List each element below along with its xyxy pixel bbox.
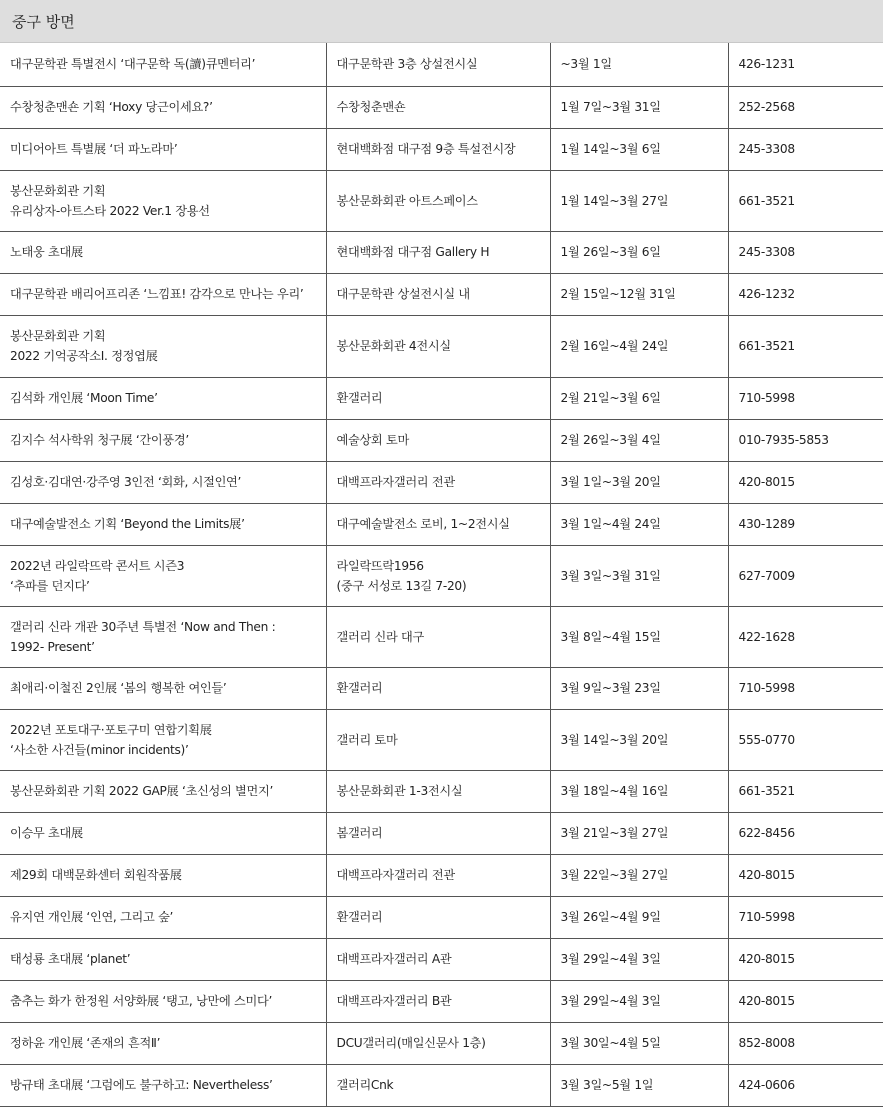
period-cell [550, 315, 728, 377]
venue-cell-line: 환갤러리 [336, 391, 383, 405]
phone-cell [728, 606, 883, 667]
phone-cell-text: 420-8015 [738, 952, 795, 966]
exhibition-title-cell [0, 896, 326, 938]
exhibition-title-cell [0, 231, 326, 273]
exhibition-title-cell [0, 128, 326, 170]
exhibition-title-cell-line: 김석화 개인展 ‘Moon Time’ [10, 391, 158, 405]
venue-cell-line: 대구문학관 3층 상설전시실 [336, 57, 478, 72]
exhibition-title-cell [0, 709, 326, 770]
table-row [0, 980, 883, 1022]
exhibition-title-cell [0, 812, 326, 854]
table-row [0, 43, 883, 86]
exhibition-title-cell [0, 503, 326, 545]
exhibition-title-cell-line: 유리상자-아트스타 2022 Ver.1 장용선 [10, 203, 210, 218]
venue-cell [326, 43, 550, 86]
table-row [0, 377, 883, 419]
period-cell-text: 1월 7일~3월 31일 [560, 100, 661, 114]
phone-cell-text: 430-1289 [738, 517, 795, 531]
exhibition-title-cell [0, 170, 326, 231]
exhibition-title-cell-line: 수창청춘맨숀 기획 ‘Hoxy 당근이세요?’ [10, 100, 213, 114]
exhibition-title-cell [0, 938, 326, 980]
phone-cell [728, 419, 883, 461]
exhibition-title-cell-line: 대구예술발전소 기획 ‘Beyond the Limits展’ [10, 517, 245, 531]
period-cell [550, 419, 728, 461]
period-cell-text: 3월 3일~3월 31일 [560, 568, 661, 583]
table-row [0, 1064, 883, 1106]
venue-cell-line: 대구문학관 상설전시실 내 [336, 287, 470, 301]
period-cell [550, 938, 728, 980]
venue-cell-line: 봄갤러리 [336, 826, 383, 840]
exhibition-title-cell-line: 1992- Present’ [10, 639, 95, 654]
venue-cell [326, 770, 550, 812]
exhibition-title-cell-line: ‘사소한 사건들(minor incidents)’ [10, 742, 189, 757]
phone-cell-text: 420-8015 [738, 475, 795, 489]
period-cell-text: 3월 8일~4월 15일 [560, 629, 661, 644]
exhibition-title-cell-line: 2022 기억공작소Ⅰ. 정정엽展 [10, 349, 158, 363]
venue-cell-line: DCU갤러리(매일신문사 1층) [336, 1036, 486, 1050]
exhibition-title-cell-line: 방규태 초대展 ‘그럼에도 불구하고: Nevertheless’ [10, 1078, 273, 1092]
exhibition-title-cell-line: 봉산문화회관 기획 [10, 183, 106, 198]
exhibition-title-cell [0, 461, 326, 503]
venue-cell [326, 419, 550, 461]
period-cell [550, 43, 728, 86]
phone-cell-text: 422-1628 [738, 629, 795, 644]
phone-cell [728, 461, 883, 503]
period-cell [550, 128, 728, 170]
venue-cell [326, 938, 550, 980]
period-cell [550, 461, 728, 503]
period-cell-text: 3월 30일~4월 5일 [560, 1036, 661, 1050]
table-row [0, 273, 883, 315]
period-cell [550, 273, 728, 315]
period-cell [550, 231, 728, 273]
phone-cell-text: 424-0606 [738, 1078, 795, 1092]
exhibition-title-cell-line: 유지연 개인展 ‘인연, 그리고 숲’ [10, 910, 174, 924]
phone-cell-text: 426-1231 [738, 57, 795, 72]
period-cell-text: 3월 1일~3월 20일 [560, 475, 661, 489]
exhibition-title-cell-line: ‘추파를 던지다’ [10, 578, 90, 593]
period-cell-text: 3월 22일~3월 27일 [560, 868, 669, 882]
table-row [0, 709, 883, 770]
period-cell [550, 377, 728, 419]
exhibition-title-cell-line: 이승무 초대展 [10, 826, 83, 840]
period-cell-text: 3월 29일~4월 3일 [560, 952, 661, 966]
venue-cell-line: 갤러리 신라 대구 [336, 629, 424, 644]
exhibition-title-cell-line: 2022년 라일락뜨락 콘서트 시즌3 [10, 558, 185, 573]
venue-cell-line: 예술상회 토마 [336, 433, 409, 447]
phone-cell-text: 627-7009 [738, 568, 795, 583]
exhibition-title-cell-line: 2022년 포토대구·포토구미 연합기획展 [10, 722, 212, 737]
venue-cell-line: 대백프라자갤러리 전관 [336, 868, 455, 882]
exhibition-title-cell [0, 770, 326, 812]
phone-cell-text: 245-3308 [738, 142, 795, 156]
venue-cell [326, 606, 550, 667]
phone-cell [728, 854, 883, 896]
table-row [0, 667, 883, 709]
table-row [0, 128, 883, 170]
exhibition-title-cell-line: 제29회 대백문화센터 회원작품展 [10, 868, 182, 882]
venue-cell [326, 667, 550, 709]
period-cell [550, 170, 728, 231]
phone-cell [728, 980, 883, 1022]
venue-cell [326, 854, 550, 896]
period-cell-text: 2월 21일~3월 6일 [560, 391, 661, 405]
phone-cell [728, 170, 883, 231]
venue-cell [326, 1022, 550, 1064]
exhibition-title-cell-line: 김지수 석사학위 청구展 ‘간이풍경’ [10, 433, 189, 447]
period-cell [550, 503, 728, 545]
exhibition-title-cell-line: 김성호·김대연·강주영 3인전 ‘회화, 시절인연’ [10, 475, 242, 489]
venue-cell [326, 128, 550, 170]
exhibition-title-cell-line: 노태웅 초대展 [10, 245, 83, 259]
venue-cell-line: 대구예술발전소 로비, 1~2전시실 [336, 517, 510, 531]
exhibition-title-cell-line: 태성룡 초대展 ‘planet’ [10, 952, 131, 966]
venue-cell-line: 대백프라자갤러리 A관 [336, 952, 452, 966]
phone-cell [728, 503, 883, 545]
period-cell [550, 606, 728, 667]
venue-cell-line: 환갤러리 [336, 910, 383, 924]
venue-cell [326, 231, 550, 273]
exhibition-title-cell-line: 봉산문화회관 기획 [10, 329, 106, 343]
venue-cell-line: 대백프라자갤러리 전관 [336, 475, 455, 489]
table-row [0, 461, 883, 503]
period-cell-text: 3월 21일~3월 27일 [560, 826, 669, 840]
exhibition-title-cell-line: 갤러리 신라 개관 30주년 특별전 ‘Now and Then : [10, 619, 276, 634]
phone-cell [728, 709, 883, 770]
venue-cell [326, 812, 550, 854]
venue-cell [326, 1064, 550, 1106]
phone-cell-text: 710-5998 [738, 681, 795, 695]
phone-cell-text: 710-5998 [738, 391, 795, 405]
period-cell-text: 3월 3일~5월 1일 [560, 1078, 654, 1092]
table-row [0, 770, 883, 812]
exhibition-title-cell [0, 315, 326, 377]
section-header [0, 0, 883, 43]
table-row [0, 315, 883, 377]
phone-cell [728, 896, 883, 938]
period-cell [550, 1064, 728, 1106]
phone-cell [728, 273, 883, 315]
venue-cell-line: 수창청춘맨숀 [336, 100, 406, 114]
exhibition-title-cell [0, 545, 326, 606]
exhibition-title-cell-line: 봉산문화회관 기획 2022 GAP展 ‘초신성의 별먼지’ [10, 784, 274, 798]
table-row [0, 231, 883, 273]
table-row [0, 812, 883, 854]
table-row [0, 938, 883, 980]
exhibition-title-cell [0, 980, 326, 1022]
phone-cell-text: 661-3521 [738, 784, 795, 798]
exhibition-title-cell [0, 1022, 326, 1064]
venue-cell-line: 라일락뜨락1956 [336, 558, 424, 573]
venue-cell [326, 709, 550, 770]
exhibition-title-cell-line: 대구문학관 배리어프리존 ‘느낌표! 감각으로 만나는 우리’ [10, 287, 304, 301]
phone-cell [728, 86, 883, 128]
exhibition-title-cell [0, 1064, 326, 1106]
table-row [0, 1022, 883, 1064]
period-cell-text: 1월 26일~3월 6일 [560, 245, 661, 259]
exhibition-title-cell [0, 606, 326, 667]
venue-cell-line: 갤러리Cnk [336, 1078, 394, 1092]
period-cell-text: 3월 9일~3월 23일 [560, 681, 661, 695]
exhibition-title-cell [0, 667, 326, 709]
exhibition-title-cell-line: 춤추는 화가 한정원 서양화展 ‘탱고, 낭만에 스미다’ [10, 994, 273, 1008]
table-row [0, 606, 883, 667]
venue-cell-line: 현대백화점 대구점 9층 특설전시장 [336, 142, 516, 156]
phone-cell [728, 377, 883, 419]
exhibition-title-cell-line: 미디어아트 특별展 ‘더 파노라마’ [10, 142, 178, 156]
table-row [0, 503, 883, 545]
phone-cell [728, 667, 883, 709]
period-cell [550, 896, 728, 938]
period-cell [550, 812, 728, 854]
exhibition-title-cell [0, 377, 326, 419]
period-cell [550, 709, 728, 770]
period-cell-text: 3월 14일~3월 20일 [560, 732, 669, 747]
phone-cell-text: 852-8008 [738, 1036, 795, 1050]
period-cell [550, 545, 728, 606]
period-cell [550, 980, 728, 1022]
phone-cell [728, 770, 883, 812]
phone-cell [728, 1022, 883, 1064]
exhibition-title-cell [0, 854, 326, 896]
venue-cell [326, 377, 550, 419]
period-cell-text: 2월 16일~4월 24일 [560, 339, 669, 353]
period-cell [550, 770, 728, 812]
exhibition-title-cell-line: 최애리·이철진 2인展 ‘봄의 행복한 여인들’ [10, 681, 227, 695]
exhibition-title-cell [0, 86, 326, 128]
phone-cell [728, 128, 883, 170]
venue-cell-line: 봉산문화회관 1-3전시실 [336, 784, 463, 798]
period-cell-text: 2월 15일~12월 31일 [560, 287, 676, 301]
phone-cell [728, 231, 883, 273]
period-cell [550, 667, 728, 709]
exhibition-title-cell-line: 정하윤 개인展 ‘존재의 흔적Ⅱ’ [10, 1036, 161, 1050]
venue-cell-line: 봉산문화회관 4전시실 [336, 339, 451, 353]
period-cell-text: 2월 26일~3월 4일 [560, 433, 661, 447]
phone-cell-text: 622-8456 [738, 826, 795, 840]
period-cell-text: 1월 14일~3월 27일 [560, 193, 669, 208]
exhibition-table [0, 43, 883, 1107]
phone-cell [728, 1064, 883, 1106]
period-cell-text: 3월 18일~4월 16일 [560, 784, 669, 798]
venue-cell-line: 봉산문화회관 아트스페이스 [336, 193, 478, 208]
phone-cell [728, 812, 883, 854]
phone-cell-text: 426-1232 [738, 287, 795, 301]
venue-cell-line: 갤러리 토마 [336, 732, 398, 747]
table-row [0, 854, 883, 896]
table-row [0, 896, 883, 938]
phone-cell-text: 710-5998 [738, 910, 795, 924]
venue-cell [326, 896, 550, 938]
section-title: 중구 방면 [12, 12, 75, 31]
phone-cell-text: 555-0770 [738, 732, 795, 747]
period-cell [550, 1022, 728, 1064]
phone-cell-text: 420-8015 [738, 994, 795, 1008]
phone-cell [728, 315, 883, 377]
phone-cell [728, 43, 883, 86]
venue-cell-line: (중구 서성로 13길 7-20) [336, 578, 467, 593]
phone-cell [728, 545, 883, 606]
phone-cell-text: 420-8015 [738, 868, 795, 882]
exhibition-title-cell [0, 43, 326, 86]
venue-cell [326, 980, 550, 1022]
period-cell-text: 3월 26일~4월 9일 [560, 910, 661, 924]
exhibition-title-cell-line: 대구문학관 특별전시 ‘대구문학 독(讀)큐멘터리’ [10, 57, 256, 72]
venue-cell [326, 461, 550, 503]
venue-cell [326, 86, 550, 128]
phone-cell-text: 661-3521 [738, 339, 795, 353]
phone-cell-text: 661-3521 [738, 193, 795, 208]
venue-cell [326, 273, 550, 315]
exhibition-title-cell [0, 273, 326, 315]
venue-cell-line: 환갤러리 [336, 681, 383, 695]
phone-cell [728, 938, 883, 980]
period-cell-text: 3월 29일~4월 3일 [560, 994, 661, 1008]
phone-cell-text: 010-7935-5853 [738, 433, 829, 447]
exhibition-title-cell [0, 419, 326, 461]
period-cell-text: ~3월 1일 [560, 57, 612, 72]
table-row [0, 419, 883, 461]
period-cell [550, 854, 728, 896]
phone-cell-text: 245-3308 [738, 245, 795, 259]
venue-cell [326, 545, 550, 606]
period-cell-text: 3월 1일~4월 24일 [560, 517, 661, 531]
table-row [0, 170, 883, 231]
venue-cell [326, 315, 550, 377]
period-cell-text: 1월 14일~3월 6일 [560, 142, 661, 156]
table-row [0, 86, 883, 128]
venue-cell [326, 170, 550, 231]
phone-cell-text: 252-2568 [738, 100, 795, 114]
period-cell [550, 86, 728, 128]
venue-cell-line: 현대백화점 대구점 Gallery H [336, 245, 490, 259]
venue-cell-line: 대백프라자갤러리 B관 [336, 994, 452, 1008]
venue-cell [326, 503, 550, 545]
table-row [0, 545, 883, 606]
